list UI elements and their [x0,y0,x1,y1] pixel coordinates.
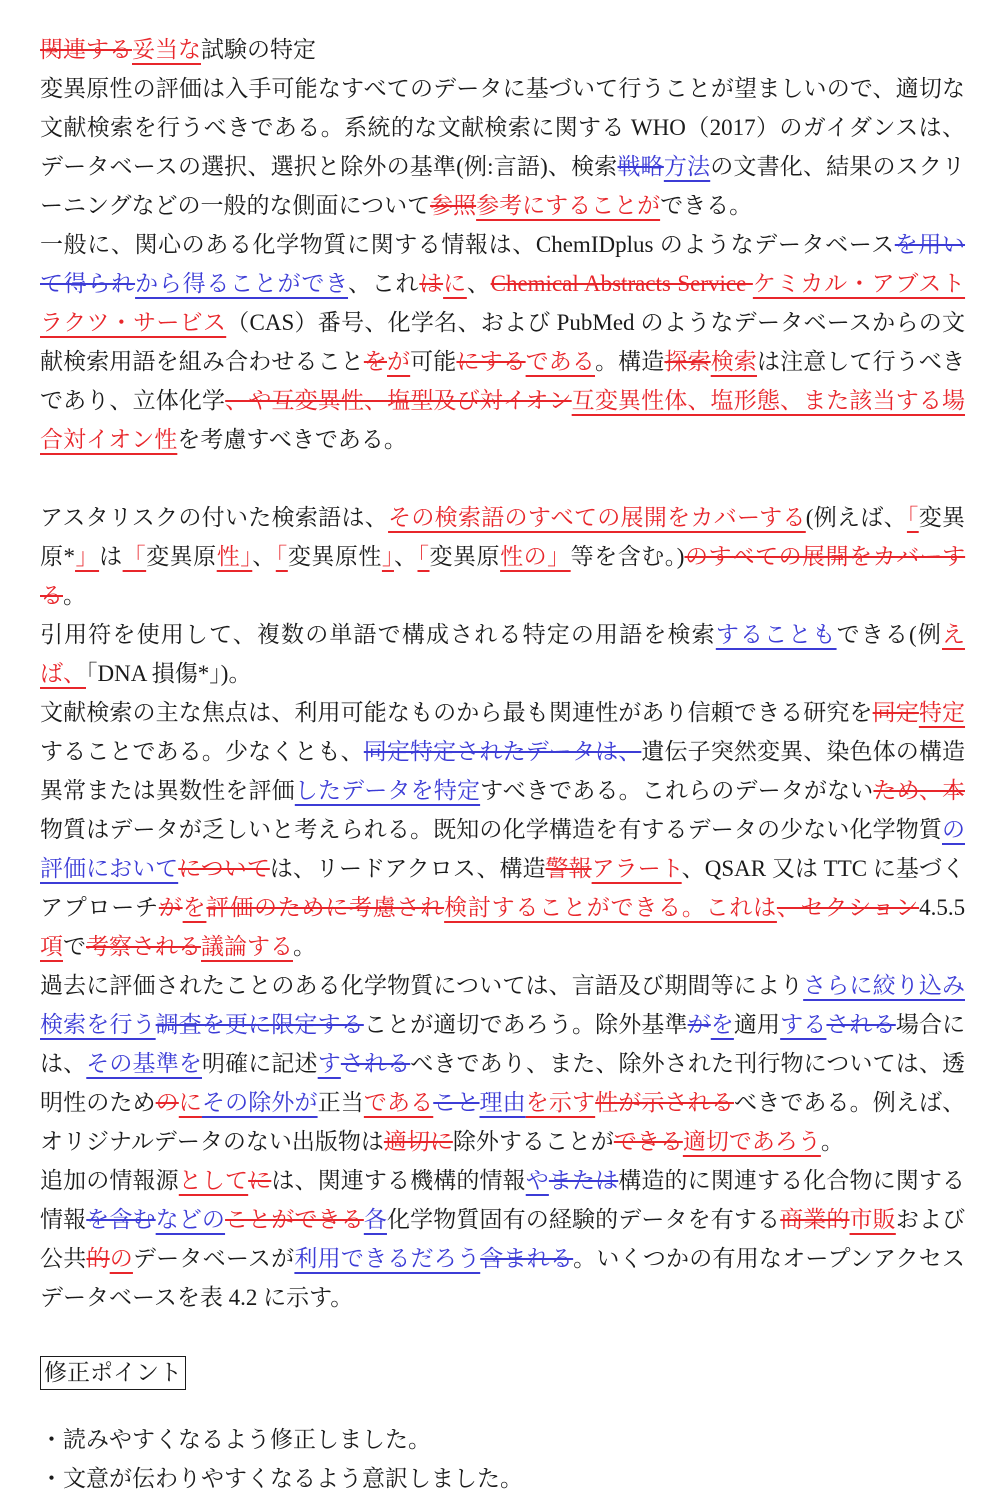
text-segment: できる(例 [836,622,942,647]
text-segment: 変異原 [146,544,217,569]
text-segment: 変異原性の評価は入手可能なすべてのデータに基づいて行うことが望ましいので、適切な文献検索を行うべきである。系統的な文献検索に関する WHO（2017）のガイダンスは、データベースの選択、選択と除外の基準(例:言語)、検索 [40,76,965,179]
paragraph [40,225,965,459]
inserted-text: す [317,1051,341,1076]
inserted-text: に [178,1090,202,1115]
inserted-text: 「 [906,505,919,530]
document-section [40,498,965,1317]
paragraph [40,498,965,615]
deleted-text: にする [456,349,526,374]
inserted-text: 議論する [201,934,293,959]
text-segment: 遺伝子突然変異、染色体の構造異常または異数性を評価 [40,739,966,803]
paragraph [40,966,965,1161]
deleted-text: 探索 [664,349,711,374]
deleted-text: Chemical Abstracts Service [490,271,753,296]
inserted-text: 性の」 [500,544,571,569]
inserted-text: 性」 [216,544,253,569]
text-segment: 変異原* [40,505,966,569]
deleted-text: 的 [86,1246,110,1271]
inserted-text: 理由 [479,1090,526,1115]
deleted-text: 商業的 [780,1207,850,1232]
inserted-text: その検索語のすべての展開をカバーする [388,505,806,530]
text-segment: 試験の特定 [201,37,316,62]
inserted-text: 「 [122,544,147,569]
deleted-text: または [548,1168,619,1193]
inserted-text: を [710,1012,734,1037]
inserted-text: 互変異性体、塩形態、また該当する場合対イオン性 [40,388,966,452]
text-segment: することである。少なくとも、 [40,739,364,764]
deleted-text: に [248,1168,272,1193]
text-segment: の文書化、結果のスクリーニングなどの一般的な側面について [40,154,966,218]
deleted-text: 戦略 [617,154,664,179]
inserted-text: から得ることができ [135,271,349,296]
text-segment: は、リードアクロス、構造 [269,856,546,881]
inserted-text: したデータを特定 [294,778,481,803]
text-segment: 可能 [410,349,457,374]
notes-list [40,1420,965,1498]
inserted-text: 」 [381,544,394,569]
inserted-text: 検討することができる。これは [444,895,777,920]
text-segment: 一般に、関心のある化学物質に関する情報は、ChemIDplus のようなデータベース [40,232,895,257]
inserted-text: 妥当な [132,37,201,62]
text-segment: 4.5.5 [919,895,966,920]
text-segment: 正当 [317,1090,364,1115]
inserted-text: 特定 [918,700,966,725]
paragraph [40,69,965,225]
text-segment: 。いくつかの有用なオープンアクセスデータベースを表 4.2 に示す。 [40,1246,966,1310]
inserted-text: 各 [363,1207,387,1232]
document-section [40,30,965,459]
text-segment: を考慮すべきである。 [177,427,407,452]
inserted-text: の [109,1246,133,1271]
text-segment: 場合には、 [40,1012,966,1076]
deleted-text: 考察される [86,934,201,959]
inserted-text: を [182,895,207,920]
text-segment: 。 [293,934,316,959]
deleted-text: 同定 [872,700,919,725]
text-segment: べきであり、また、除外された刊行物については、透明性のため [40,1051,966,1115]
text-segment: 、 [393,544,418,569]
text-segment: アスタリスクの付いた検索語は、 [40,505,389,530]
tracked-changes-text [40,30,965,1317]
deleted-text: できる [613,1129,683,1154]
inserted-text: さらに絞り込み検索を行う [40,973,965,1037]
inserted-text: 「 [275,544,288,569]
text-segment: 変異原性 [287,544,382,569]
text-segment: 等を含む。) [570,544,685,569]
deleted-text: について [178,856,270,881]
paragraph [40,1161,965,1317]
text-segment: 適用 [733,1012,781,1037]
text-segment: 、 [466,271,491,296]
inserted-text: 検索 [710,349,757,374]
deleted-text: 、や互変異性、塩型及び対イオン [225,388,572,413]
inserted-text: えば、 [40,622,965,686]
text-segment: 。構造 [595,349,665,374]
revision-notes [40,1353,965,1498]
text-segment: 、これ [348,271,420,296]
inserted-text: する [780,1012,827,1037]
text-segment: 構造的に関連する化合物に関する情報 [40,1168,966,1232]
text-segment: 過去に評価されたことのある化学物質については、言語及び期間等により [40,973,804,998]
inserted-text: 」 [75,544,100,569]
deleted-text: が [158,895,183,920]
inserted-text: 「 [417,544,430,569]
text-segment: 明確に記述 [201,1051,318,1076]
inserted-text: 適切であろう [682,1129,821,1154]
text-segment: 、 [252,544,276,569]
notes-title: 修正ポイント [40,1356,186,1390]
deleted-text: 警報 [545,856,592,881]
deleted-text: の [155,1090,179,1115]
paragraph [40,693,965,966]
inserted-text: として [178,1168,249,1193]
deleted-text: される [340,1051,411,1076]
deleted-text: 評価のために考慮され [206,895,445,920]
text-segment: 。 [63,583,86,608]
inserted-text: である [525,349,596,374]
deleted-text: 調査を更に限定する [155,1012,364,1037]
text-segment: べきである。例えば、オリジナルデータのない出版物は [40,1090,966,1154]
deleted-text: 参照 [430,193,477,218]
document-body [40,30,965,1498]
inserted-text: することも [715,622,837,647]
deleted-text: 、セクション [776,895,920,920]
text-segment: 文献検索の主な焦点は、利用可能なものから最も関連性があり信頼できる研究を [40,700,873,725]
inserted-text: アラート [591,856,682,881]
inserted-text: その基準を [86,1051,202,1076]
inserted-text: 方法 [663,154,711,179]
deleted-text: 含まれる [480,1246,574,1271]
deleted-text: ことができる [225,1207,364,1232]
inserted-text: 利用できるだろう [294,1246,481,1271]
text-segment: (例えば、 [805,505,907,530]
text-segment: は、関連する機構的情報 [271,1168,526,1193]
deleted-text: こと [433,1090,480,1115]
text-segment: 追加の情報源 [40,1168,179,1193]
text-segment: 変異原 [429,544,501,569]
text-segment: できる。 [660,193,753,218]
text-segment: データベースが [132,1246,295,1271]
text-segment: 「DNA 損傷*」)。 [86,661,252,686]
inserted-text: 参考にすることが [476,193,661,218]
inserted-text: である [363,1090,434,1115]
deleted-text: 適切に [383,1129,453,1154]
deleted-text: のすべての展開をカバーする [40,544,966,608]
text-segment: は注意して行うべきであり、立体化学 [40,349,966,413]
deleted-text: 関連する [40,37,132,62]
inserted-text: 項 [40,934,63,959]
inserted-text: ケミカル・アブストラクツ・サービス [40,271,966,335]
deleted-text: は [419,271,444,296]
text-segment: 引用符を使用して、複数の単語で構成される特定の用語を検索 [40,622,716,647]
deleted-text: 同定特定されたデータは、 [363,739,642,764]
inserted-text: 市販 [849,1207,896,1232]
note-item: ・文意が伝わりやすくなるよう意訳しました。 [40,1466,523,1491]
paragraph [40,615,965,693]
inserted-text: や [525,1168,549,1193]
section-heading [40,30,965,69]
deleted-text: を含む [86,1207,156,1232]
text-segment: すべきである。これらのデータがない [480,778,874,803]
text-segment: で [63,934,86,959]
text-segment: および公共 [40,1207,966,1271]
inserted-text: などの [155,1207,226,1232]
inserted-text: を示す [525,1090,596,1115]
inserted-text: が [387,349,411,374]
deleted-text: が [687,1012,711,1037]
text-segment: 、QSAR 又は TTC に基づくアプローチ [40,856,965,920]
inserted-text: に [443,271,467,296]
deleted-text: を用いて得られ [40,232,966,296]
note-item: ・読みやすくなるよう修正しました。 [40,1427,431,1452]
deleted-text: ため、本 [873,778,965,803]
text-segment: 。 [820,1129,844,1154]
inserted-text: その除外が [201,1090,318,1115]
deleted-text: される [826,1012,896,1037]
deleted-text: を [363,349,388,374]
text-segment: ことが適切であろう。除外基準 [363,1012,688,1037]
inserted-text: の評価において [40,817,965,881]
deleted-text: 性が示される [595,1090,734,1115]
text-segment: 除外することが [452,1129,614,1154]
text-segment: 化学物質固有の経験的データを有する [386,1207,781,1232]
text-segment: 物質はデータが乏しいと考えられる。既知の化学構造を有するデータの少ない化学物質 [40,817,942,842]
text-segment: （CAS）番号、化学名、および PubMed のようなデータベースからの文献検索用語を組み合わせること [40,310,966,374]
text-segment: は [99,544,123,569]
